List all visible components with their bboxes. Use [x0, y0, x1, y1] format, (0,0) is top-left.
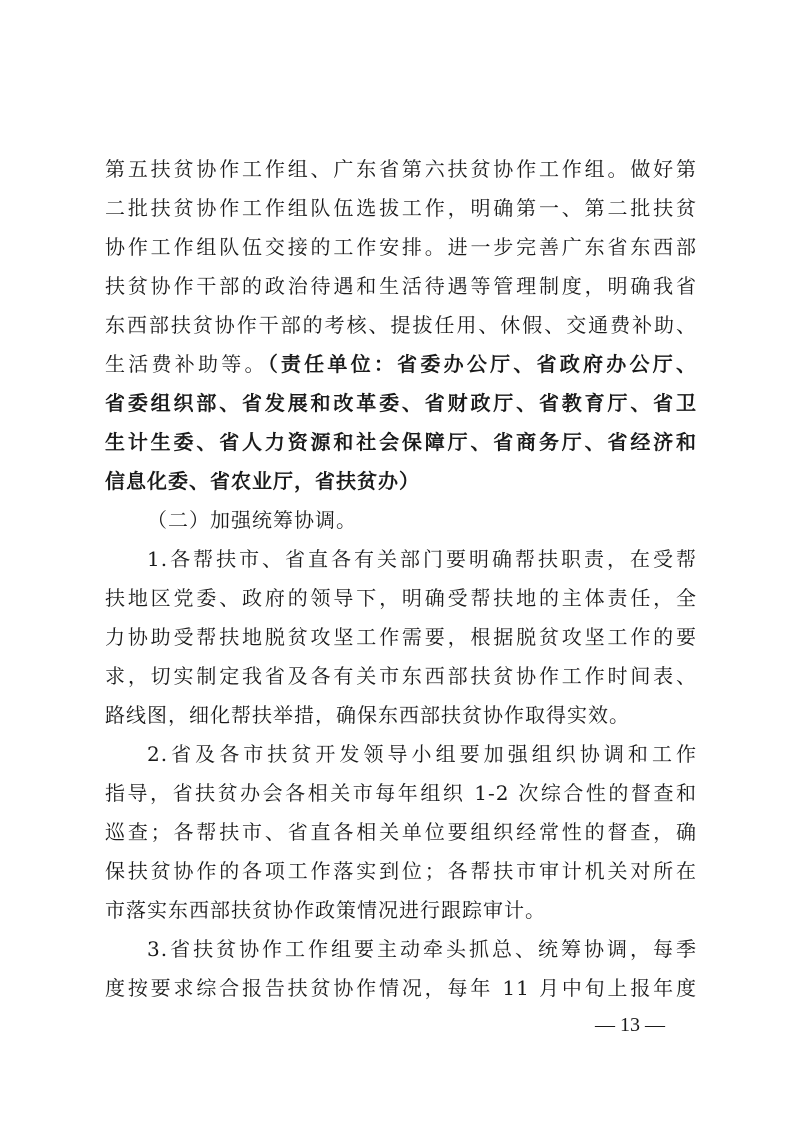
text-line: [105, 345, 697, 384]
text-line: 2.省及各市扶贫开发领导小组要加强组织协调和工作: [147, 742, 697, 766]
responsible-units-line: 信息化委、省农业厅，省扶贫办）: [105, 469, 420, 493]
plain-segment: 生活费补助等。: [105, 352, 268, 376]
text-line: 力协助受帮扶地脱贫攻坚工作需要，根据脱贫攻坚工作的要: [105, 625, 697, 649]
text-line: 市落实东西部扶贫协作政策情况进行跟踪审计。: [105, 898, 546, 922]
responsible-units-line: 生计生委、省人力资源和社会保障厅、省商务厅、省经济和: [105, 430, 697, 454]
text-line: 扶贫协作干部的政治待遇和生活待遇等管理制度，明确我省: [105, 274, 697, 298]
text-line: 求，切实制定我省及各有关市东西部扶贫协作工作时间表、: [105, 664, 697, 688]
text-line: 1.各帮扶市、省直各有关部门要明确帮扶职责，在受帮: [147, 547, 697, 571]
responsible-units-line: 省委组织部、省发展和改革委、省财政厅、省教育厅、省卫: [105, 391, 697, 415]
text-line: 度按要求综合报告扶贫协作情况，每年 11 月中旬上报年度: [105, 976, 697, 1000]
text-line: 指导，省扶贫办会各相关市每年组织 1-2 次综合性的督查和: [105, 781, 697, 805]
text-line: 保扶贫协作的各项工作落实到位；各帮扶市审计机关对所在: [105, 859, 697, 883]
text-line: 路线图，细化帮扶举措，确保东西部扶贫协作取得实效。: [105, 703, 630, 727]
text-line: 二批扶贫协作工作组队伍选拔工作，明确第一、第二批扶贫: [105, 196, 697, 220]
text-line: 巡查；各帮扶市、省直各相关单位要组织经常性的督查，确: [105, 820, 697, 844]
text-line: 第五扶贫协作工作组、广东省第六扶贫协作工作组。做好第: [105, 157, 697, 181]
responsible-units-segment: （责任单位：省委办公厅、省政府办公厅、: [267, 352, 698, 376]
body-text: [105, 150, 697, 1008]
page-number: — 13 —: [595, 1014, 665, 1036]
section-heading: （二）加强统筹协调。: [147, 508, 357, 532]
text-line: 3.省扶贫协作工作组要主动牵头抓总、统筹协调，每季: [147, 937, 697, 961]
text-line: 扶地区党委、政府的领导下，明确受帮扶地的主体责任，全: [105, 586, 697, 610]
text-line: 东西部扶贫协作干部的考核、提拔任用、休假、交通费补助、: [105, 313, 697, 337]
text-line: 协作工作组队伍交接的工作安排。进一步完善广东省东西部: [105, 235, 697, 259]
